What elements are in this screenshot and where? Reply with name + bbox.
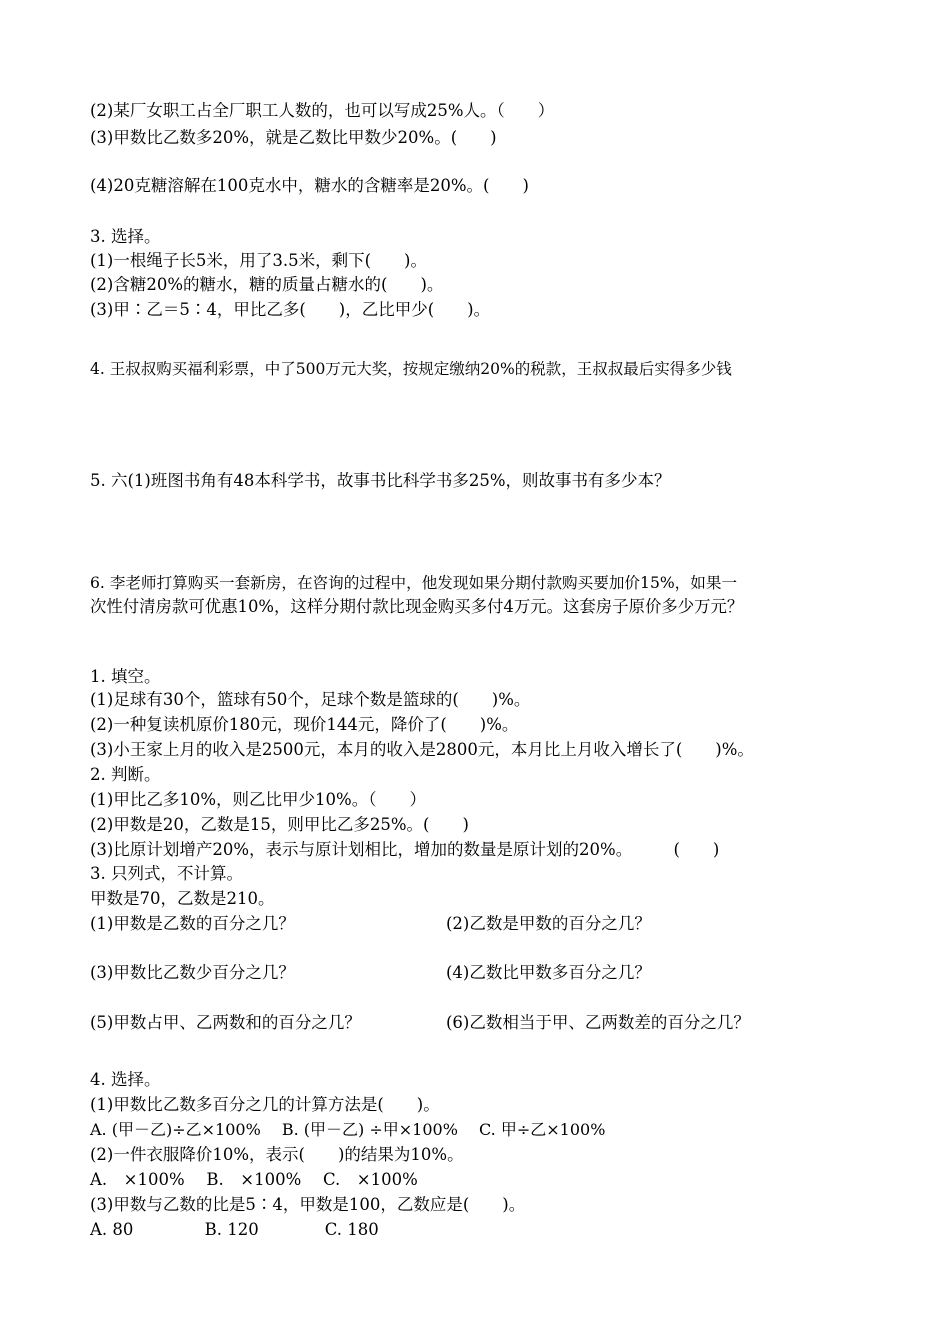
judge2-item-2: (2)甲数是20，乙数是15，则甲比乙多25%。( )	[90, 815, 469, 834]
section-heading-judge: 2. 判断。	[90, 765, 161, 784]
equation-item-6: (6)乙数相当于甲、乙两数差的百分之几？	[446, 1013, 750, 1032]
equation-item-1: (1)甲数是乙数的百分之几？	[90, 914, 295, 933]
section-heading-fill: 1. 填空。	[90, 667, 161, 686]
judge2-item-3: (3)比原计划增产20%，表示与原计划相比，增加的数量是原计划的20%。 ( )	[90, 840, 720, 859]
choice2-item-3: (3)甲数与乙数的比是5∶4，甲数是100，乙数应是( )。	[90, 1195, 526, 1214]
fill-item-3: (3)小王家上月的收入是2500元，本月的收入是2800元，本月比上月收入增长了( )%。	[90, 740, 754, 759]
equation-item-2: (2)乙数是甲数的百分之几？	[446, 914, 651, 933]
choice-item-1: (1)一根绳子长5米，用了3.5米，剩下( )。	[90, 251, 427, 270]
choice2-item-2: (2)一件衣服降价10%，表示( )的结果为10%。	[90, 1145, 464, 1164]
judge-item-3: (3)甲数比乙数多20%，就是乙数比甲数少20%。( )	[90, 128, 497, 147]
choice2-item-3-options: A. 80 B. 120 C. 180	[90, 1220, 379, 1239]
section-heading-choice: 3. 选择。	[90, 227, 161, 246]
equation-item-3: (3)甲数比乙数少百分之几？	[90, 963, 295, 982]
judge2-item-1: (1)甲比乙多10%，则乙比甲少10%。（ ）	[90, 790, 426, 809]
choice2-item-1-options: A. (甲－乙)÷乙×100% B. (甲－乙) ÷甲×100% C. 甲÷乙×100%	[90, 1120, 606, 1139]
judge-item-2: (2)某厂女职工占全厂职工人数的，也可以写成25%人。（ ）	[90, 101, 555, 120]
equation-given: 甲数是70，乙数是210。	[90, 889, 275, 908]
judge-item-4: (4)20克糖溶解在100克水中，糖水的含糖率是20%。( )	[90, 176, 529, 195]
problem-5: 5. 六(1)班图书角有48本科学书，故事书比科学书多25%，则故事书有多少本？	[90, 471, 671, 490]
choice2-item-1: (1)甲数比乙数多百分之几的计算方法是( )。	[90, 1095, 440, 1114]
section-heading-equation: 3. 只列式，不计算。	[90, 864, 243, 883]
fill-item-1: (1)足球有30个，篮球有50个，足球个数是篮球的( )%。	[90, 690, 531, 709]
equation-item-4: (4)乙数比甲数多百分之几？	[446, 963, 651, 982]
choice-item-3: (3)甲∶乙＝5∶4，甲比乙多( )，乙比甲少( )。	[90, 300, 491, 319]
problem-4: 4. 王叔叔购买福利彩票，中了500万元大奖，按规定缴纳20%的税款，王叔叔最后实得多少钱	[90, 360, 732, 378]
section-heading-choice2: 4. 选择。	[90, 1070, 161, 1089]
equation-item-5: (5)甲数占甲、乙两数和的百分之几？	[90, 1013, 361, 1032]
fill-item-2: (2)一种复读机原价180元，现价144元，降价了( )%。	[90, 715, 519, 734]
choice2-item-2-options: A. ×100% B. ×100% C. ×100%	[90, 1170, 418, 1189]
problem-6-line-2: 次性付清房款可优惠10%，这样分期付款比现金购买多付4万元。这套房子原价多少万元？	[90, 597, 744, 616]
problem-6-line-1: 6. 李老师打算购买一套新房，在咨询的过程中，他发现如果分期付款购买要加价15%，如果一	[90, 574, 738, 592]
choice-item-2: (2)含糖20%的糖水，糖的质量占糖水的( )。	[90, 275, 444, 294]
